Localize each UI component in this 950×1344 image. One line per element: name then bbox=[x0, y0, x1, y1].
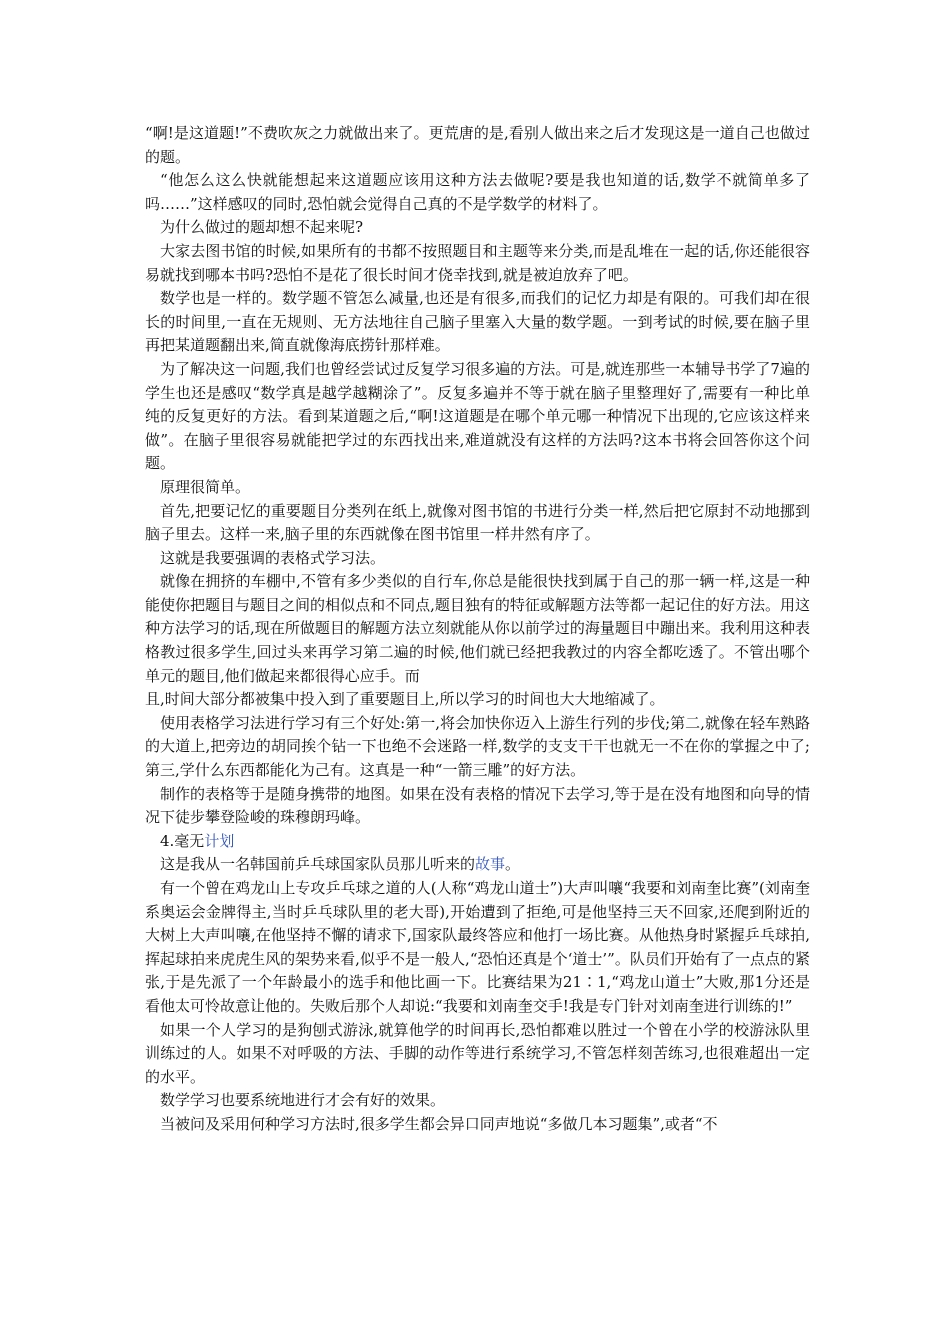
paragraph: 首先,把要记忆的重要题目分类列在纸上,就像对图书馆的书进行分类一样,然后把它原封不动地挪到脑子里去。这样一来,脑子里的东西就像在图书馆里一样井然有序了。 bbox=[145, 501, 810, 544]
section-number: 4.毫无 bbox=[160, 831, 205, 850]
paragraph: 就像在拥挤的车棚中,不管有多少类似的自行车,你总是能很快找到属于自己的那一辆一样,这是一种能使你把题目与题目之间的相似点和不同点,题目独有的特征或解题方法等都一起记住的好方法。用这种方法学习的话,现在所做题目的解题方法立刻就能从你以前学过的海量题目中蹦出来。我利用这种表格教过很多学生,回过头来再学习第二遍的时候,他们就已经把我教过的内容全都吃透了。不管出哪个单元的题目,他们做起来都很得心应手。而 bbox=[145, 572, 810, 685]
story-intro-text: 这是我从一名韩国前乒乓球国家队员那儿听来的 bbox=[160, 855, 476, 874]
paragraph: 使用表格学习法进行学习有三个好处:第一,将会加快你迈入上游生行列的步伐;第二,就像在轻车熟路的大道上,把旁边的胡同挨个钻一下也绝不会迷路一样,数学的支支干干也就无一不在你的掌握之中了;第三,学什么东西都能化为己有。这真是一种“一箭三雕”的好方法。 bbox=[145, 713, 810, 780]
paragraph: 有一个曾在鸡龙山上专攻乒乓球之道的人(人称“鸡龙山道士”)大声叫嚷“我要和刘南奎比赛”(刘南奎系奥运会金牌得主,当时乒乓球队里的老大哥),开始遭到了拒绝,可是他坚持三天不回家,还爬到附近的大树上大声叫嚷,在他坚持不懈的请求下,国家队最终答应和他打一场比赛。从他热身时紧握乒乓球拍,挥起球拍来虎虎生风的架势来看,似乎不是一般人,“恐怕还真是个‘道士’”。队员们开始有了一点点的紧张,于是先派了一个年龄最小的选手和他比画一下。比赛结果为21∶1,“鸡龙山道士”大败,那1分还是看他太可怜故意让他的。失败后那个人却说:“我要和刘南奎交手!我是专门针对刘南奎进行训练的!” bbox=[145, 879, 810, 1015]
section-heading bbox=[145, 830, 810, 854]
paragraph bbox=[145, 853, 810, 877]
paragraph: 大家去图书馆的时候,如果所有的书都不按照题目和主题等来分类,而是乱堆在一起的话,你还能很容易就找到哪本书吗?恐怕不是花了很长时间才侥幸找到,就是被迫放弃了吧。 bbox=[145, 241, 810, 284]
paragraph: 这就是我要强调的表格式学习法。 bbox=[160, 548, 386, 567]
plan-link[interactable]: 计划 bbox=[204, 831, 235, 850]
paragraph: 且,时间大部分都被集中投入到了重要题目上,所以学习的时间也大大地缩减了。 bbox=[145, 690, 665, 709]
story-link[interactable]: 故事 bbox=[475, 855, 506, 874]
paragraph: 为了解决这一问题,我们也曾经尝试过反复学习很多遍的方法。可是,就连那些一本辅导书学了7遍的学生也还是感叹“数学真是越学越糊涂了”。反复多遍并不等于就在脑子里整理好了,需要有一种比单纯的反复更好的方法。看到某道题之后,“啊!这道题是在哪个单元哪一种情况下出现的,它应该这样来做”。在脑子里很容易就能把学过的东西找出来,难道就没有这样的方法吗?这本书将会回答你这个问题。 bbox=[145, 359, 810, 473]
paragraph: 当被问及采用何种学习方法时,很多学生都会异口同声地说“多做几本习题集”,或者“不 bbox=[160, 1114, 718, 1133]
paragraph: 如果一个人学习的是狗刨式游泳,就算他学的时间再长,恐怕都难以胜过一个曾在小学的校游泳队里训练过的人。如果不对呼吸的方法、手脚的动作等进行系统学习,不管怎样刻苦练习,也很难超出一定的水平。 bbox=[145, 1020, 810, 1086]
paragraph: 数学学习也要系统地进行才会有好的效果。 bbox=[160, 1091, 446, 1110]
document-body bbox=[145, 122, 810, 1137]
story-intro-tail: 。 bbox=[505, 855, 521, 874]
paragraph: “他怎么这么快就能想起来这道题应该用这种方法去做呢?要是我也知道的话,数学不就简单多了吗……”这样感叹的同时,恐怕就会觉得自己真的不是学数学的材料了。 bbox=[145, 171, 810, 213]
paragraph: “啊!是这道题!”不费吹灰之力就做出来了。更荒唐的是,看别人做出来之后才发现这是一道自己也做过的题。 bbox=[145, 124, 810, 166]
paragraph: 原理很简单。 bbox=[160, 477, 251, 496]
paragraph: 为什么做过的题却想不起来呢? bbox=[160, 218, 364, 237]
paragraph: 制作的表格等于是随身携带的地图。如果在没有表格的情况下去学习,等于是在没有地图和向导的情况下徒步攀登险峻的珠穆朗玛峰。 bbox=[145, 784, 810, 827]
paragraph: 数学也是一样的。数学题不管怎么减量,也还是有很多,而我们的记忆力却是有限的。可我们却在很长的时间里,一直在无规则、无方法地往自己脑子里塞入大量的数学题。一到考试的时候,要在脑子里再把某道题翻出来,简直就像海底捞针那样难。 bbox=[145, 289, 810, 355]
